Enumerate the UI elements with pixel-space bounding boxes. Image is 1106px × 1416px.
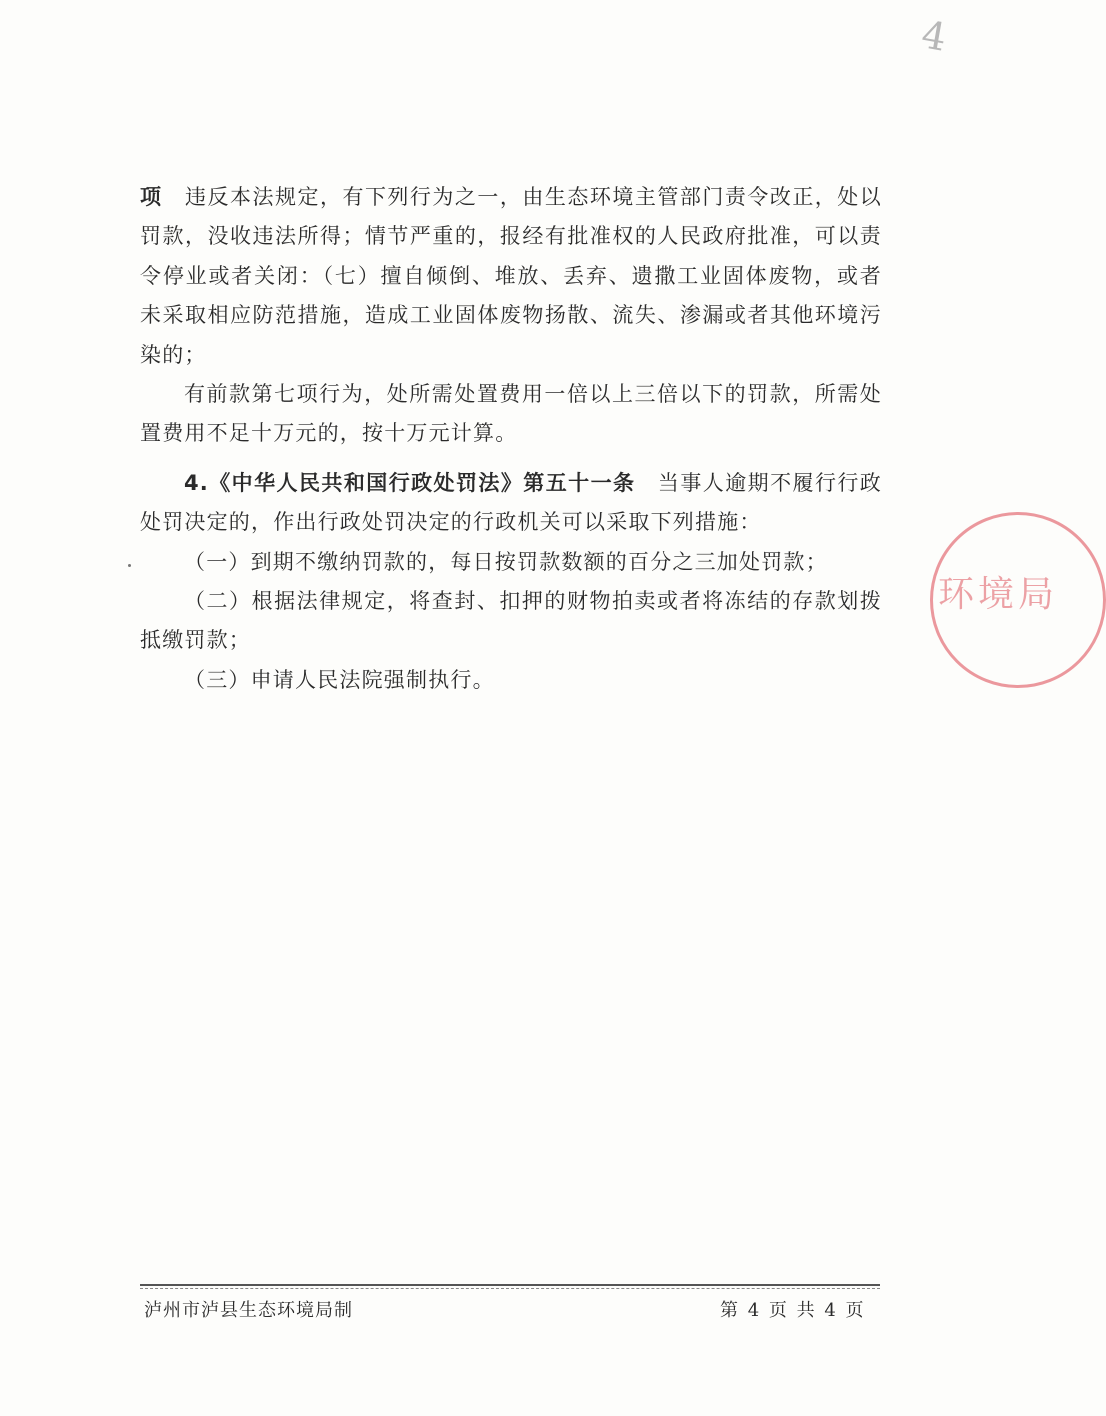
footer-issuer: 泸州市泸县生态环境局制 <box>144 1300 353 1321</box>
footer-divider <box>140 1284 880 1286</box>
handwritten-page-mark: 4 <box>918 12 950 60</box>
paragraph-3 <box>140 464 882 543</box>
law-citation: 4.《中华人民共和国行政处罚法》第五十一条 <box>184 470 636 495</box>
footer-page-number: 第 4 页 共 4 页 <box>720 1300 866 1321</box>
paragraph-1 <box>140 178 882 375</box>
paragraph-2: 有前款第七项行为，处所需处置费用一倍以上三倍以下的罚款，所需处置费用不足十万元的，按十万元计算。 <box>140 382 882 446</box>
official-seal-text: 环境局 <box>938 574 1059 615</box>
footer-divider-secondary <box>140 1288 880 1289</box>
scan-speck <box>128 564 131 567</box>
document-body <box>140 178 882 700</box>
paragraph-1-text: 违反本法规定，有下列行为之一，由生态环境主管部门责令改正，处以罚款，没收违法所得；情节严重的，报经有批准权的人民政府批准，可以责令停业或者关闭：（七）擅自倾倒、堆放、丢弃、遗撒工业固体废物，或者未采取相应防范措施，造成工业固体废物扬散、流失、渗漏或者其他环境污染的； <box>140 185 882 367</box>
measure-item-2: （二）根据法律规定，将查封、扣押的财物拍卖或者将冻结的存款划拨抵缴罚款； <box>140 589 882 653</box>
measure-item-3: （三）申请人民法院强制执行。 <box>184 667 495 692</box>
paragraph-1-lead: 项 <box>140 185 163 209</box>
paragraph-3-text: 当事人逾期不履行行政处罚决定的，作出行政处罚决定的行政机关可以采取下列措施： <box>140 470 883 535</box>
measure-item-1: （一）到期不缴纳罚款的，每日按罚款数额的百分之三加处罚款； <box>184 549 828 574</box>
